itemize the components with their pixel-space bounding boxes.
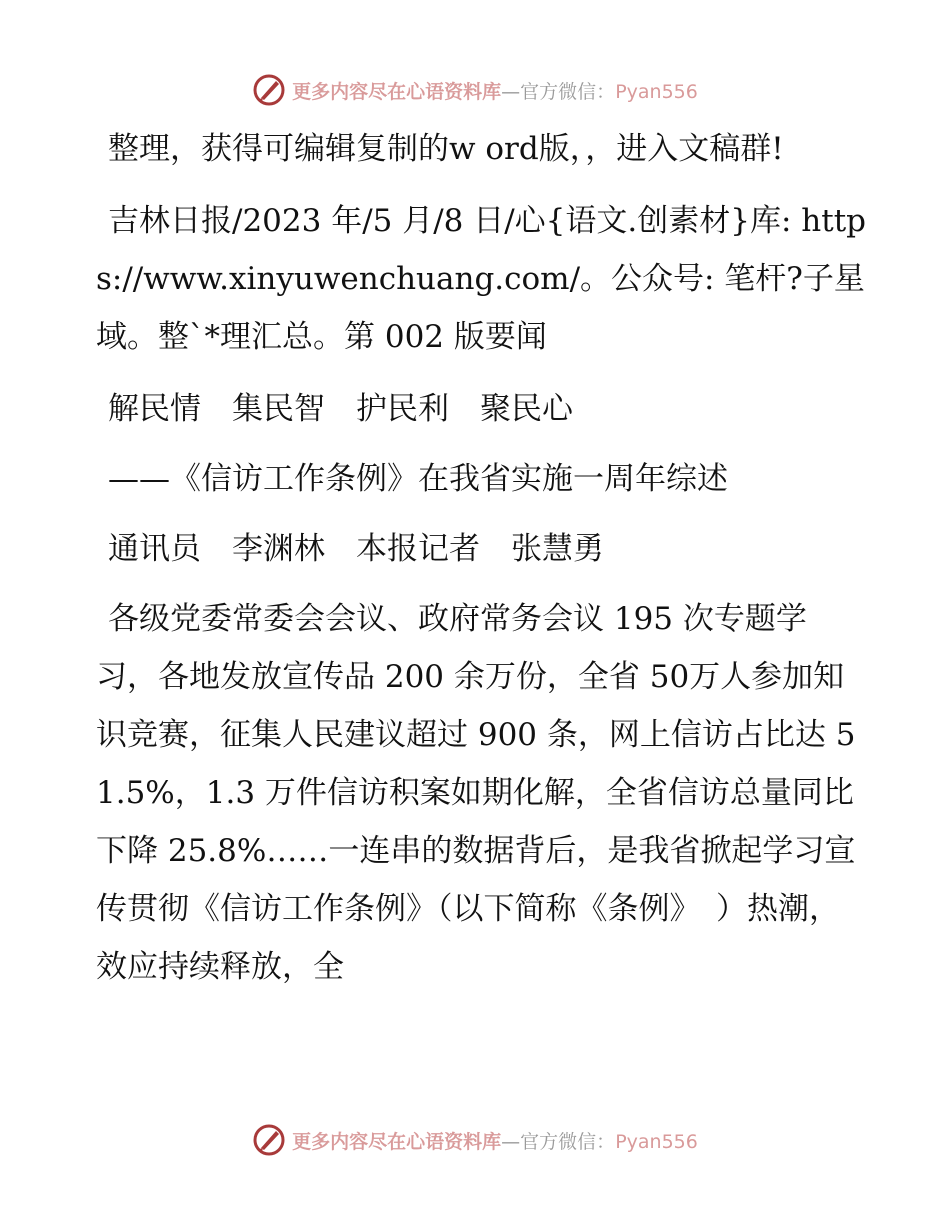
banner-site-text: 更多内容尽在心语资料库 [292,80,502,103]
banner-handle: Pyan556 [615,80,698,103]
banner-separator: — [501,80,521,103]
banner-contact-label: 官方微信： [520,80,616,103]
document-body [96,120,866,1010]
footer-watermark-banner [0,1120,950,1160]
article-headline: 解民情 集民智 护民利 聚民心 [108,391,573,427]
article-body-paragraph: 各级党委常委会会议、政府常务会议 195 次专题学习，各地发放宣传品 200 余万份，全省 50万人参加知识竞赛，征集人民建议超过 900 条，网上信访占比达 51.5%，1.3 万件信访积案如期化解，全省信访总量同比下降 25.8%……一连串的数据背后，是我省掀起学习宣传贯彻《信访工作条例》（以下简称《条例》 ）热潮，效应持续释放，全 [96,601,856,985]
article-byline: 通讯员 李渊林 本报记者 张慧勇 [108,531,604,567]
banner-site-text: 更多内容尽在心语资料库 [292,1130,502,1153]
banner-contact-label: 官方微信： [520,1130,616,1153]
intro-note-paragraph: 整理，获得可编辑复制的w ord版，，进入文稿群! [108,131,784,167]
banner-content [252,1123,698,1157]
quill-circle-icon [252,73,286,107]
banner-content [252,73,698,107]
source-info-paragraph: 吉林日报/2023 年/5 月/8 日/心{语文.创素材}库: https://www.xinyuwenchuang.com/。公众号: 笔杆?子星域。整`*理汇总。第 002 版要闻 [96,203,866,355]
header-watermark-banner [0,70,950,110]
banner-text [292,77,698,104]
banner-handle: Pyan556 [615,1130,698,1153]
banner-separator: — [501,1130,521,1153]
article-subheadline: ——《信访工作条例》在我省实施一周年综述 [108,461,728,497]
quill-circle-icon [252,1123,286,1157]
banner-text [292,1127,698,1154]
